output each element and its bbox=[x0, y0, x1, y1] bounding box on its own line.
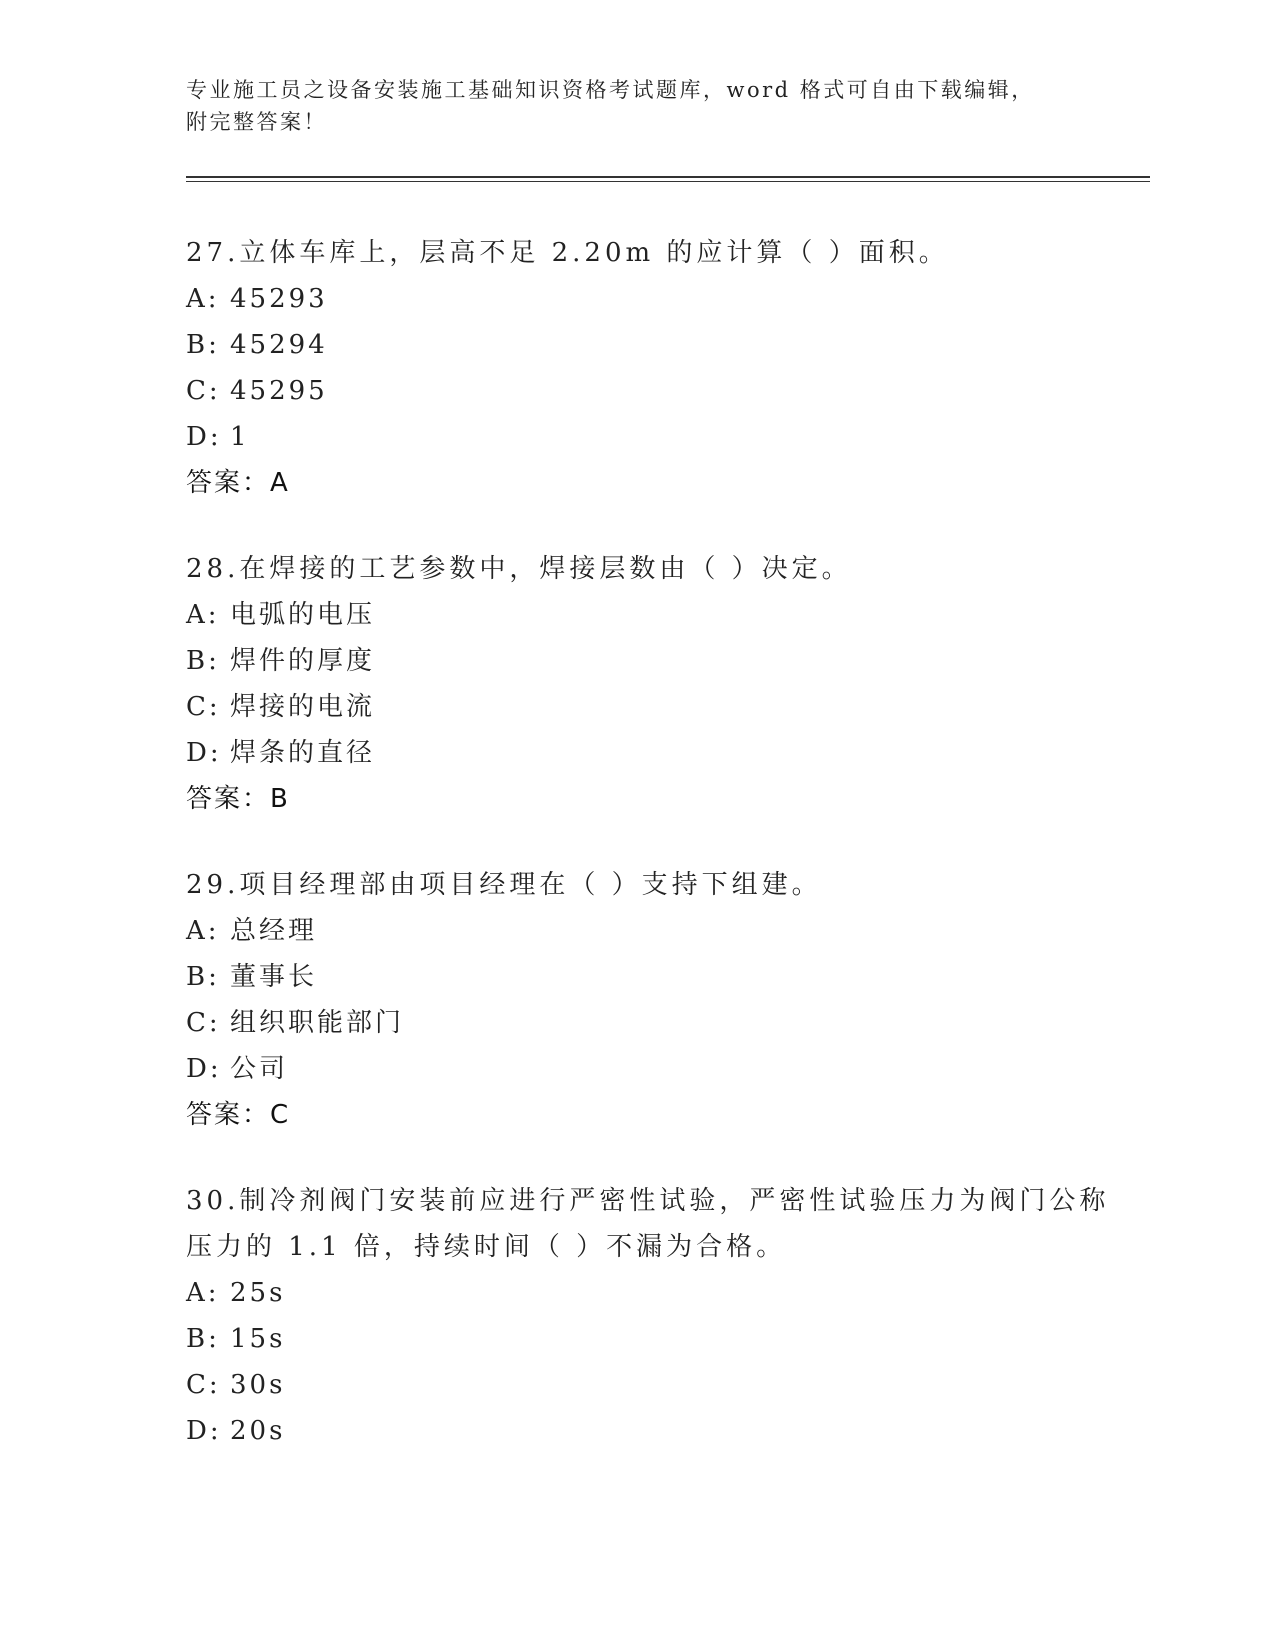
question-stem-line-2: 压力的 1.1 倍，持续时间（ ）不漏为合格。 bbox=[186, 1232, 787, 1262]
option-text: 25s bbox=[230, 1278, 286, 1308]
option-text: 焊条的直径 bbox=[230, 738, 376, 768]
option-letter: B: bbox=[186, 646, 220, 676]
option-letter: B: bbox=[186, 330, 220, 360]
option-letter: A: bbox=[186, 1278, 220, 1308]
question-stem: 28.在焊接的工艺参数中，焊接层数由（ ）决定。 bbox=[186, 554, 852, 584]
question-28 bbox=[186, 546, 1126, 822]
option-letter: A: bbox=[186, 916, 220, 946]
option-text: 1 bbox=[230, 422, 250, 452]
answer-line: 答案：A bbox=[186, 468, 290, 498]
option-letter: D: bbox=[186, 1054, 222, 1084]
option-c bbox=[186, 1362, 1126, 1408]
option-b bbox=[186, 1316, 1126, 1362]
option-text: 15s bbox=[230, 1324, 286, 1354]
option-text: 董事长 bbox=[230, 962, 318, 992]
option-letter: C: bbox=[186, 1370, 221, 1400]
option-text: 焊接的电流 bbox=[230, 692, 376, 722]
option-c bbox=[186, 368, 1126, 414]
option-text: 组织职能部门 bbox=[230, 1008, 405, 1038]
option-d bbox=[186, 1408, 1126, 1454]
option-letter: A: bbox=[186, 600, 220, 630]
option-d bbox=[186, 730, 1126, 776]
option-c bbox=[186, 684, 1126, 730]
answer-line: 答案：B bbox=[186, 784, 290, 814]
option-text: 焊件的厚度 bbox=[230, 646, 376, 676]
document-header bbox=[186, 74, 1086, 138]
question-30 bbox=[186, 1178, 1126, 1454]
option-a bbox=[186, 276, 1126, 322]
option-letter: D: bbox=[186, 1416, 222, 1446]
option-text: 30s bbox=[230, 1370, 286, 1400]
header-line-1: 专业施工员之设备安装施工基础知识资格考试题库，word 格式可自由下载编辑， bbox=[186, 78, 1035, 102]
option-letter: D: bbox=[186, 422, 222, 452]
option-d bbox=[186, 414, 1126, 460]
option-c bbox=[186, 1000, 1126, 1046]
option-letter: C: bbox=[186, 1008, 221, 1038]
header-line-2: 附完整答案！ bbox=[186, 110, 327, 134]
option-d bbox=[186, 1046, 1126, 1092]
option-letter: D: bbox=[186, 738, 222, 768]
answer-line: 答案：C bbox=[186, 1100, 291, 1130]
option-a bbox=[186, 908, 1126, 954]
option-letter: B: bbox=[186, 962, 220, 992]
option-text: 总经理 bbox=[230, 916, 318, 946]
option-letter: C: bbox=[186, 376, 221, 406]
option-b bbox=[186, 322, 1126, 368]
option-b bbox=[186, 638, 1126, 684]
question-stem: 29.项目经理部由项目经理在（ ）支持下组建。 bbox=[186, 870, 822, 900]
option-text: 45293 bbox=[230, 284, 328, 314]
option-letter: C: bbox=[186, 692, 221, 722]
question-stem-line-1: 30.制冷剂阀门安装前应进行严密性试验，严密性试验压力为阀门公称 bbox=[186, 1186, 1110, 1216]
option-text: 45295 bbox=[230, 376, 328, 406]
option-a bbox=[186, 1270, 1126, 1316]
option-text: 公司 bbox=[230, 1054, 289, 1084]
option-b bbox=[186, 954, 1126, 1000]
question-stem: 27.立体车库上，层高不足 2.20m 的应计算（ ）面积。 bbox=[186, 238, 949, 268]
option-text: 45294 bbox=[230, 330, 328, 360]
option-a bbox=[186, 592, 1126, 638]
option-letter: A: bbox=[186, 284, 220, 314]
option-text: 电弧的电压 bbox=[230, 600, 376, 630]
option-text: 20s bbox=[230, 1416, 286, 1446]
question-29 bbox=[186, 862, 1126, 1138]
question-27 bbox=[186, 230, 1126, 506]
option-letter: B: bbox=[186, 1324, 220, 1354]
header-divider bbox=[186, 176, 1150, 182]
